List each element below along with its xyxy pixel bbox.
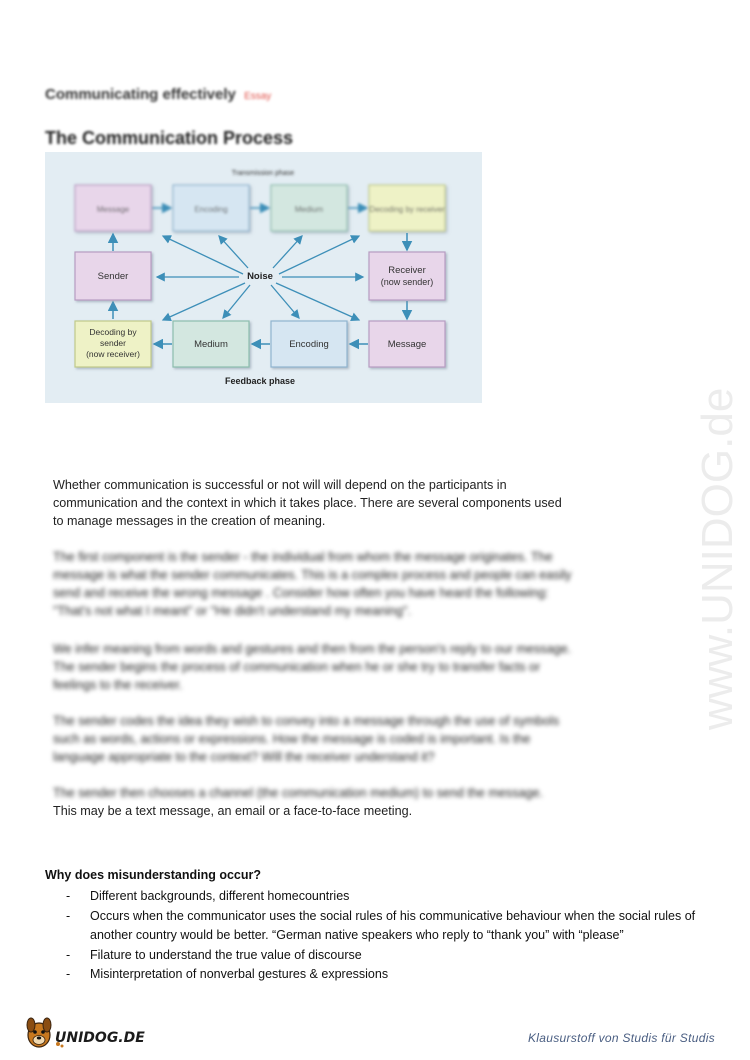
list-item: [66, 965, 706, 985]
paragraph-3: [53, 640, 573, 694]
unidog-watermark: [640, 260, 750, 740]
section-title: The Communication Process: [45, 128, 294, 148]
transmission-phase-label: Transmission phase: [231, 170, 295, 177]
paragraph-5-line2: This may be a text message, an email or a face-to-face meeting.: [53, 804, 413, 818]
paragraph-2-text: The first component is the sender - the individual from whom the message originates. The message is what the sender communicates. This is a complex process and people can easily send and receive the wrong message . Consider how often you have heard the following: "That's not what I meant" or "He didn't understand my meaning".: [53, 550, 572, 618]
paragraph-4-text: The sender codes the idea they wish to convey into a message through the use of symbols such as words, actions or expressions. How the message is coded is important. Is the language appropriate to the context? Will the receiver understand it?: [53, 714, 560, 764]
box-message-bottom-label: Message: [387, 339, 427, 350]
logo-text: UNIDOG.DE: [55, 1030, 145, 1046]
document-title-tag: Essay: [244, 91, 272, 102]
box-decoding-top-label: Decoding by receiver: [369, 205, 445, 214]
bullet-dash: -: [66, 908, 71, 923]
bullet-dash: -: [66, 967, 71, 982]
paragraph-5: [53, 784, 573, 820]
bullet-dash: -: [66, 889, 71, 903]
box-receiver-label-line1: Receiver: [388, 265, 426, 276]
bullet-dash: -: [66, 947, 71, 962]
paragraph-1: [53, 476, 573, 530]
feedback-phase-label: Feedback phase: [224, 376, 296, 386]
document-title: [45, 86, 271, 103]
box-medium-bottom-label: Medium: [194, 339, 228, 350]
box-sender-label: Sender: [97, 271, 129, 282]
paragraph-1-text: Whether communication is successful or not will will depend on the participants in communication and the context in which it takes place. There are several components used to manage messages in the creation of meaning.: [53, 478, 562, 528]
box-decoding-by-sender-line2: sender: [100, 338, 126, 348]
footer-tagline: Klausurstoff von Studis für Studis: [528, 1031, 715, 1045]
watermark-text: www.UNIDOG.de: [693, 387, 742, 730]
paragraph-2: [53, 548, 573, 620]
box-decoding-by-sender-line1: Decoding by: [89, 327, 137, 337]
list-item-text: Misinterpretation of nonverbal gestures & expressions: [90, 967, 389, 982]
box-receiver: [369, 252, 445, 300]
list-item-text: Different backgrounds, different homecountries: [90, 889, 350, 903]
box-encoding-top-label: Encoding: [194, 205, 228, 214]
box-message-top-label: Message: [96, 205, 130, 214]
paragraph-4: [53, 712, 573, 766]
box-medium-top-label: Medium: [294, 205, 324, 214]
list-item-text: Occurs when the communicator uses the social rules of his communicative behaviour when the social rules of another country would be better. “German native speakers who reply to “thank you” with “please”: [90, 908, 696, 943]
misunderstanding-heading: Why does misunderstanding occur?: [45, 868, 261, 882]
noise-label: Noise: [247, 271, 273, 282]
paragraph-5-line1: The sender then chooses a channel (the communication medium) to send the message.: [53, 786, 544, 800]
box-encoding-bottom-label: Encoding: [289, 339, 329, 350]
paragraph-3-text: We infer meaning from words and gestures and then from the person's reply to our message. The sender begins the process of communication when he or she try to transfer facts or feelings to the receiver.: [53, 642, 572, 692]
communication-process-diagram: [45, 152, 482, 403]
list-item-text: Filature to understand the true value of discourse: [90, 947, 362, 962]
misunderstanding-list: [66, 887, 706, 985]
list-item: [66, 946, 706, 966]
box-receiver-label-line2: (now sender): [380, 277, 434, 287]
document-title-text: Communicating effectively: [45, 86, 236, 103]
list-item: [66, 887, 706, 907]
unidog-logo: [22, 1013, 162, 1053]
box-decoding-by-sender-line3: (now receiver): [86, 349, 140, 359]
list-item: [66, 907, 706, 946]
